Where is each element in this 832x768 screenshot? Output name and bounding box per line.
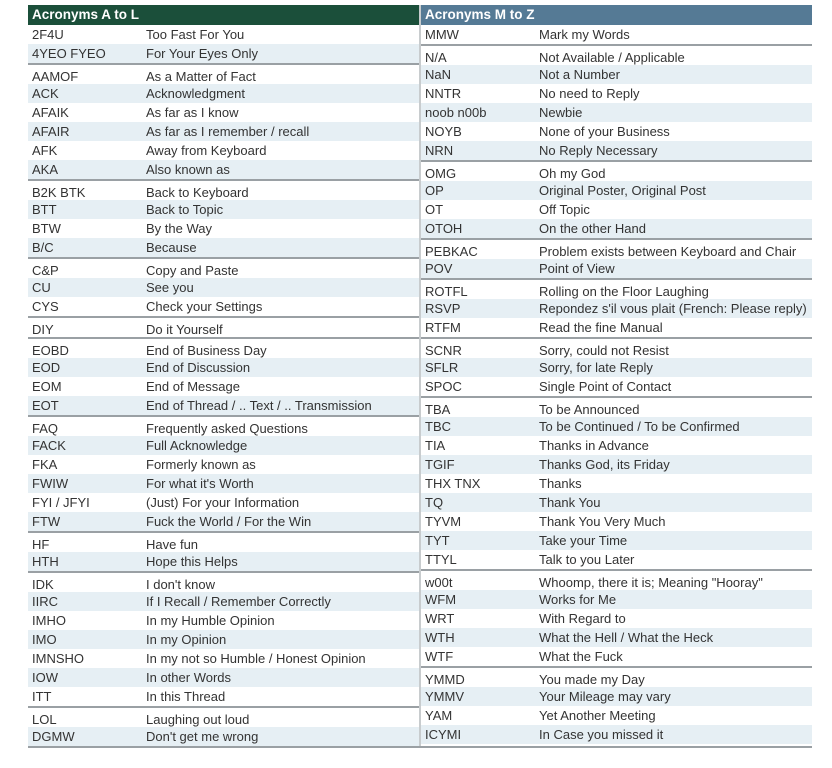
meaning-cell: Thank You <box>539 495 601 510</box>
acronym-cell: TGIF <box>425 457 455 472</box>
acronym-cell: HF <box>32 537 50 552</box>
acronym-cell: FYI / JFYI <box>32 495 90 510</box>
meaning-cell: Not Available / Applicable <box>539 50 685 65</box>
table-row <box>421 219 812 238</box>
meaning-cell: Repondez s'il vous plait (French: Please reply) <box>539 301 807 316</box>
table-row <box>421 609 812 628</box>
meaning-cell: On the other Hand <box>539 221 646 236</box>
acronym-cell: ITT <box>32 689 52 704</box>
meaning-cell: In my not so Humble / Honest Opinion <box>146 651 366 666</box>
meaning-cell: Off Topic <box>539 202 590 217</box>
meaning-cell: Full Acknowledge <box>146 438 248 453</box>
acronym-cell: EOT <box>32 398 59 413</box>
table-row <box>421 436 812 455</box>
meaning-cell: To be Continued / To be Confirmed <box>539 419 740 434</box>
meaning-cell: See you <box>146 280 194 295</box>
meaning-cell: Formerly known as <box>146 457 256 472</box>
meaning-cell: Problem exists between Keyboard and Chair <box>539 244 797 259</box>
table-row <box>421 550 812 569</box>
table-row <box>421 417 812 436</box>
acronym-cell: ROTFL <box>425 284 468 299</box>
table-row <box>421 259 812 278</box>
meaning-cell: In my Humble Opinion <box>146 613 275 628</box>
acronym-cell: YMMV <box>425 689 464 704</box>
meaning-cell: Have fun <box>146 537 199 552</box>
table-header-m-to-z: Acronyms M to Z <box>421 5 812 25</box>
meaning-cell: As far as I remember / recall <box>146 124 310 139</box>
acronym-cell: B/C <box>32 240 54 255</box>
acronym-cell: TBC <box>425 419 451 434</box>
acronym-cell: IMNSHO <box>32 651 84 666</box>
meaning-cell: Original Poster, Original Post <box>539 183 706 198</box>
table-row <box>421 706 812 725</box>
table-row <box>28 493 419 512</box>
acronym-cell: OT <box>425 202 444 217</box>
acronym-cell: HTH <box>32 554 59 569</box>
table-row <box>421 474 812 493</box>
acronym-cell: OP <box>425 183 444 198</box>
acronym-cell: B2K BTK <box>32 185 86 200</box>
acronym-cell: RTFM <box>425 320 461 335</box>
table-row <box>421 590 812 609</box>
table-row <box>28 512 419 531</box>
table-row <box>421 396 812 417</box>
meaning-cell: As far as I know <box>146 105 239 120</box>
table-row <box>28 727 419 746</box>
table-row <box>421 84 812 103</box>
acronym-cell: FACK <box>32 438 66 453</box>
table-row <box>421 569 812 590</box>
acronym-cell: RSVP <box>425 301 461 316</box>
acronyms-a-to-l-table <box>28 5 419 746</box>
table-row <box>421 377 812 396</box>
meaning-cell: Acknowledgment <box>146 86 245 101</box>
table-row <box>28 474 419 493</box>
acronym-cell: EOM <box>32 379 62 394</box>
table-row <box>28 160 419 179</box>
acronym-cell: AAMOF <box>32 69 79 84</box>
acronym-cell: C&P <box>32 263 59 278</box>
meaning-cell: Not a Number <box>539 67 620 82</box>
table-row <box>28 377 419 396</box>
acronym-cell: SCNR <box>425 343 462 358</box>
table-row <box>28 257 419 278</box>
table-row <box>421 455 812 474</box>
meaning-cell: With Regard to <box>539 611 626 626</box>
table-row <box>28 415 419 436</box>
table-row <box>421 512 812 531</box>
meaning-cell: Works for Me <box>539 592 617 607</box>
table-row <box>28 552 419 571</box>
table-row <box>421 687 812 706</box>
acronym-cell: IIRC <box>32 594 58 609</box>
acronym-cell: N/A <box>425 50 447 65</box>
meaning-cell: End of Thread / .. Text / .. Transmission <box>146 398 372 413</box>
acronym-cell: TYVM <box>425 514 462 529</box>
meaning-cell: If I Recall / Remember Correctly <box>146 594 331 609</box>
meaning-cell: Thanks <box>539 476 582 491</box>
acronym-cell: CYS <box>32 299 59 314</box>
meaning-cell: Too Fast For You <box>146 27 245 42</box>
meaning-cell: End of Message <box>146 379 240 394</box>
table-row <box>421 493 812 512</box>
acronym-cell: TBA <box>425 402 451 417</box>
acronym-cell: AFAIK <box>32 105 69 120</box>
meaning-cell: For what it's Worth <box>146 476 254 491</box>
acronym-cell: FTW <box>32 514 61 529</box>
acronym-cell: NOYB <box>425 124 462 139</box>
table-row <box>28 531 419 552</box>
table-row <box>28 358 419 377</box>
acronym-cell: YMMD <box>425 672 465 687</box>
table-row <box>28 396 419 415</box>
meaning-cell: To be Announced <box>539 402 640 417</box>
acronym-cell: AKA <box>32 162 59 177</box>
meaning-cell: Do it Yourself <box>146 322 223 337</box>
table-row <box>421 628 812 647</box>
table-row <box>421 141 812 160</box>
meaning-cell: In this Thread <box>146 689 226 704</box>
table-header-a-to-l: Acronyms A to L <box>28 5 419 25</box>
table-row <box>28 141 419 160</box>
meaning-cell: Because <box>146 240 197 255</box>
acronym-cell: IMO <box>32 632 57 647</box>
table-row <box>28 25 419 44</box>
acronym-cell: YAM <box>425 708 453 723</box>
meaning-cell: You made my Day <box>539 672 645 687</box>
table-row <box>421 337 812 358</box>
acronym-cell: WRT <box>425 611 455 626</box>
meaning-cell: Take your Time <box>539 533 628 548</box>
table-row <box>421 122 812 141</box>
table-row <box>421 647 812 666</box>
meaning-cell: Thanks in Advance <box>539 438 649 453</box>
meaning-cell: Check your Settings <box>146 299 263 314</box>
meaning-cell: Back to Keyboard <box>146 185 249 200</box>
acronym-cell: WTH <box>425 630 455 645</box>
meaning-cell: Back to Topic <box>146 202 224 217</box>
meaning-cell: By the Way <box>146 221 212 236</box>
meaning-cell: Whoomp, there it is; Meaning "Hooray" <box>539 575 763 590</box>
table-row <box>28 687 419 706</box>
table-row <box>421 44 812 65</box>
meaning-cell: (Just) For your Information <box>146 495 300 510</box>
meaning-cell: Newbie <box>539 105 583 120</box>
table-row <box>421 299 812 318</box>
meaning-cell: Thank You Very Much <box>539 514 666 529</box>
acronym-cell: FAQ <box>32 421 59 436</box>
table-row <box>28 611 419 630</box>
meaning-cell: Laughing out loud <box>146 712 250 727</box>
table-row <box>421 666 812 687</box>
acronym-cell: NNTR <box>425 86 462 101</box>
table-row <box>421 160 812 181</box>
acronym-cell: DGMW <box>32 729 75 744</box>
meaning-cell: Thanks God, its Friday <box>539 457 670 472</box>
acronym-cell: CU <box>32 280 51 295</box>
table-row <box>28 219 419 238</box>
table-row <box>28 44 419 63</box>
acronym-cell: BTW <box>32 221 61 236</box>
table-row <box>28 84 419 103</box>
acronym-cell: AFAIR <box>32 124 70 139</box>
table-row <box>421 725 812 744</box>
meaning-cell: As a Matter of Fact <box>146 69 256 84</box>
meaning-cell: End of Discussion <box>146 360 251 375</box>
acronym-cell: SFLR <box>425 360 459 375</box>
meaning-cell: Talk to you Later <box>539 552 635 567</box>
meaning-cell: In Case you missed it <box>539 727 664 742</box>
table-row <box>421 25 812 44</box>
acronym-cell: TQ <box>425 495 444 510</box>
table-row <box>421 200 812 219</box>
table-row <box>421 103 812 122</box>
meaning-cell: I don't know <box>146 577 215 592</box>
table-row <box>28 316 419 337</box>
acronym-cell: TYT <box>425 533 450 548</box>
meaning-cell: No need to Reply <box>539 86 640 101</box>
acronym-cell: OTOH <box>425 221 463 236</box>
acronym-cell: EOBD <box>32 343 69 358</box>
meaning-cell: In my Opinion <box>146 632 227 647</box>
meaning-cell: Hope this Helps <box>146 554 238 569</box>
acronym-cell: noob n00b <box>425 105 487 120</box>
table-row <box>28 238 419 257</box>
acronym-cell: ACK <box>32 86 59 101</box>
table-row <box>28 200 419 219</box>
acronym-cell: TTYL <box>425 552 457 567</box>
meaning-cell: Sorry, could not Resist <box>539 343 669 358</box>
meaning-cell: End of Business Day <box>146 343 267 358</box>
acronym-cell: LOL <box>32 712 57 727</box>
table-row <box>28 103 419 122</box>
meaning-cell: Don't get me wrong <box>146 729 259 744</box>
meaning-cell: For Your Eyes Only <box>146 46 258 61</box>
acronym-cell: DIY <box>32 322 54 337</box>
acronym-cell: PEBKAC <box>425 244 478 259</box>
table-row <box>28 649 419 668</box>
table-row <box>421 65 812 84</box>
acronym-cell: IOW <box>32 670 58 685</box>
meaning-cell: Sorry, for late Reply <box>539 360 653 375</box>
table-row <box>28 337 419 358</box>
meaning-cell: Yet Another Meeting <box>539 708 656 723</box>
acronym-cell: NaN <box>425 67 452 82</box>
acronym-cell: 4YEO FYEO <box>32 46 106 61</box>
table-row <box>421 278 812 299</box>
acronym-cell: AFK <box>32 143 58 158</box>
table-row <box>421 181 812 200</box>
meaning-cell: Point of View <box>539 261 615 276</box>
meaning-cell: Copy and Paste <box>146 263 239 278</box>
acronym-cell: 2F4U <box>32 27 64 42</box>
meaning-cell: In other Words <box>146 670 232 685</box>
meaning-cell: Rolling on the Floor Laughing <box>539 284 709 299</box>
meaning-cell: What the Fuck <box>539 649 623 664</box>
table-row <box>28 278 419 297</box>
meaning-cell: Single Point of Contact <box>539 379 672 394</box>
acronym-cell: THX TNX <box>425 476 481 491</box>
meaning-cell: Read the fine Manual <box>539 320 663 335</box>
acronym-cell: BTT <box>32 202 57 217</box>
meaning-cell: Fuck the World / For the Win <box>146 514 312 529</box>
meaning-cell: None of your Business <box>539 124 670 139</box>
table-row <box>28 630 419 649</box>
meaning-cell: Your Mileage may vary <box>539 689 671 704</box>
table-row <box>28 571 419 592</box>
meaning-cell: Away from Keyboard <box>146 143 267 158</box>
table-body-a-to-l <box>28 25 419 746</box>
acronym-cell: TIA <box>425 438 446 453</box>
table-row <box>28 706 419 727</box>
table-row <box>421 531 812 550</box>
table-row <box>421 318 812 337</box>
table-row <box>421 358 812 377</box>
acronym-cell: MMW <box>425 27 459 42</box>
acronym-cell: EOD <box>32 360 61 375</box>
table-row <box>421 238 812 259</box>
acronyms-m-to-z-table <box>421 5 812 744</box>
table-row <box>28 297 419 316</box>
acronym-tables <box>28 5 812 747</box>
acronym-cell: IDK <box>32 577 54 592</box>
table-body-m-to-z <box>421 25 812 744</box>
acronym-cell: WFM <box>425 592 457 607</box>
table-row <box>28 179 419 200</box>
table-row <box>28 455 419 474</box>
table-bottom-border <box>28 746 812 748</box>
acronym-cell: FKA <box>32 457 58 472</box>
table-row <box>28 122 419 141</box>
meaning-cell: Frequently asked Questions <box>146 421 308 436</box>
acronym-cell: ICYMI <box>425 727 462 742</box>
acronym-cell: SPOC <box>425 379 462 394</box>
meaning-cell: Oh my God <box>539 166 606 181</box>
acronym-cell: WTF <box>425 649 454 664</box>
acronym-cell: IMHO <box>32 613 66 628</box>
table-row <box>28 668 419 687</box>
meaning-cell: Also known as <box>146 162 230 177</box>
meaning-cell: No Reply Necessary <box>539 143 658 158</box>
acronym-cell: OMG <box>425 166 457 181</box>
table-row <box>28 63 419 84</box>
table-row <box>28 592 419 611</box>
meaning-cell: What the Hell / What the Heck <box>539 630 714 645</box>
acronym-cell: w00t <box>425 575 453 590</box>
table-row <box>28 436 419 455</box>
acronym-cell: NRN <box>425 143 454 158</box>
acronym-cell: FWIW <box>32 476 69 491</box>
meaning-cell: Mark my Words <box>539 27 630 42</box>
acronym-cell: POV <box>425 261 453 276</box>
